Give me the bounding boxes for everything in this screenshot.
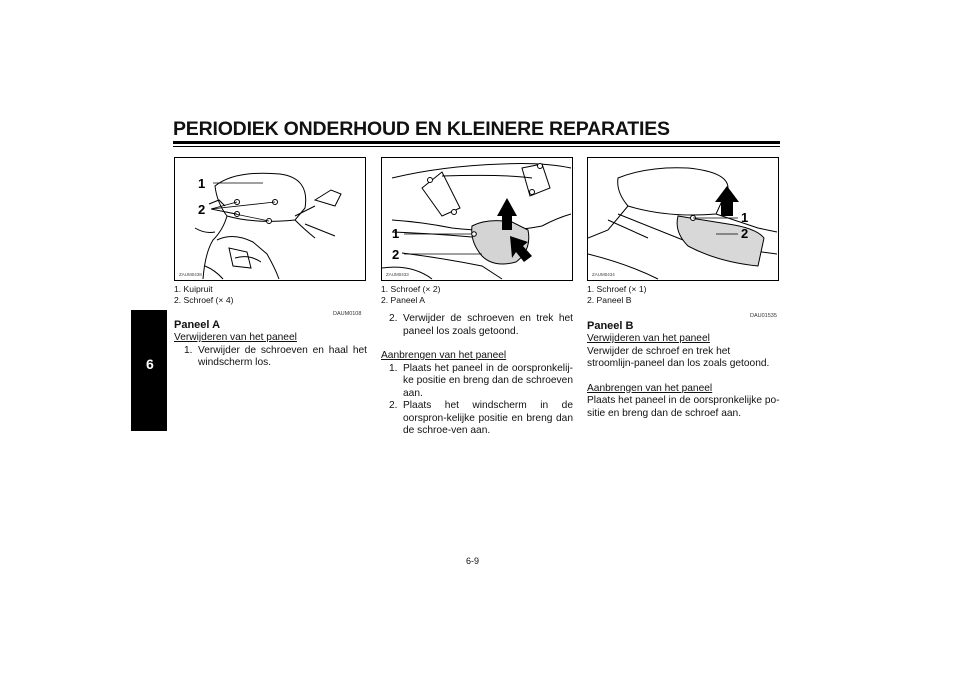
legend-item: 2. Schroef (× 4) [174, 294, 234, 305]
figure-legend-2 [381, 284, 440, 305]
legend-item: 1. Schroef (× 2) [381, 284, 441, 294]
legend-item: 1. Schroef (× 1) [587, 284, 647, 294]
step-number: 2. [389, 313, 398, 324]
callout-2: 2 [741, 226, 749, 241]
step-item [381, 363, 573, 401]
column-1 [174, 319, 367, 370]
panel-a-illustration [382, 158, 572, 280]
step-item [381, 313, 573, 338]
figure-code: ZAUM0438 [179, 272, 202, 277]
page-title: PERIODIEK ONDERHOUD EN KLEINERE REPARATIES [173, 118, 670, 140]
step-text: Verwijder de schroeven en haal het windscherm los. [198, 344, 367, 368]
figure-panel-b [587, 157, 779, 281]
subsection-title: Aanbrengen van het paneel [587, 382, 713, 394]
chapter-tab [131, 310, 167, 431]
figure-legend-1 [174, 284, 233, 305]
legend-item: 2. Paneel A [381, 294, 425, 305]
callout-2: 2 [392, 247, 400, 262]
step-item [381, 400, 573, 438]
legend-item: 2. Paneel B [587, 294, 632, 305]
step-text: Plaats het paneel in de oorspronkelij-ke positie en breng dan de schroeven aan. [403, 362, 573, 399]
windscreen-illustration [175, 158, 365, 280]
step-number: 1. [389, 362, 398, 374]
subsection-title: Aanbrengen van het paneel [381, 350, 507, 361]
figure-code: ZAUM0434 [592, 272, 615, 277]
callout-1: 1 [741, 210, 749, 225]
figure-legend-3 [587, 284, 646, 305]
figure-code: ZAUM0433 [386, 272, 409, 277]
section-title: Paneel A [174, 319, 221, 331]
subsection-title: Verwijderen van het paneel [174, 332, 297, 343]
subsection-title: Verwijderen van het paneel [587, 333, 710, 344]
paragraph: Verwijder de schroef en trek het stroomlijn-paneel dan los zoals getoond. [587, 345, 770, 369]
callout-2: 2 [198, 202, 206, 217]
column-2 [381, 313, 573, 438]
step-text: Plaats het windscherm in de oorspron-kelijke positie en breng dan de schroe-ven aan. [403, 400, 573, 436]
panel-b-illustration [588, 158, 778, 280]
paragraph: Plaats het paneel in de oorspronkelijke po-sitie en breng dan de schroef aan. [587, 395, 780, 419]
chapter-number: 6 [146, 356, 154, 372]
document-code: DAUM0108 [333, 311, 362, 317]
figure-panel-a [381, 157, 573, 281]
section-title: Paneel B [587, 320, 634, 332]
column-3 [587, 320, 780, 420]
callout-1: 1 [198, 176, 206, 191]
page-number: 6-9 [466, 556, 480, 566]
title-rule-thin [173, 146, 780, 147]
step-text: Verwijder de schroeven en trek het paneel los zoals getoond. [403, 313, 573, 337]
step-number: 2. [389, 400, 398, 411]
figure-windscreen [174, 157, 366, 281]
title-rule-thick [173, 141, 780, 144]
step-item [174, 345, 367, 370]
legend-item: 1. Kuipruit [174, 284, 213, 294]
step-number: 1. [184, 344, 193, 356]
callout-1: 1 [392, 226, 400, 241]
document-code: DAU01535 [750, 313, 777, 319]
